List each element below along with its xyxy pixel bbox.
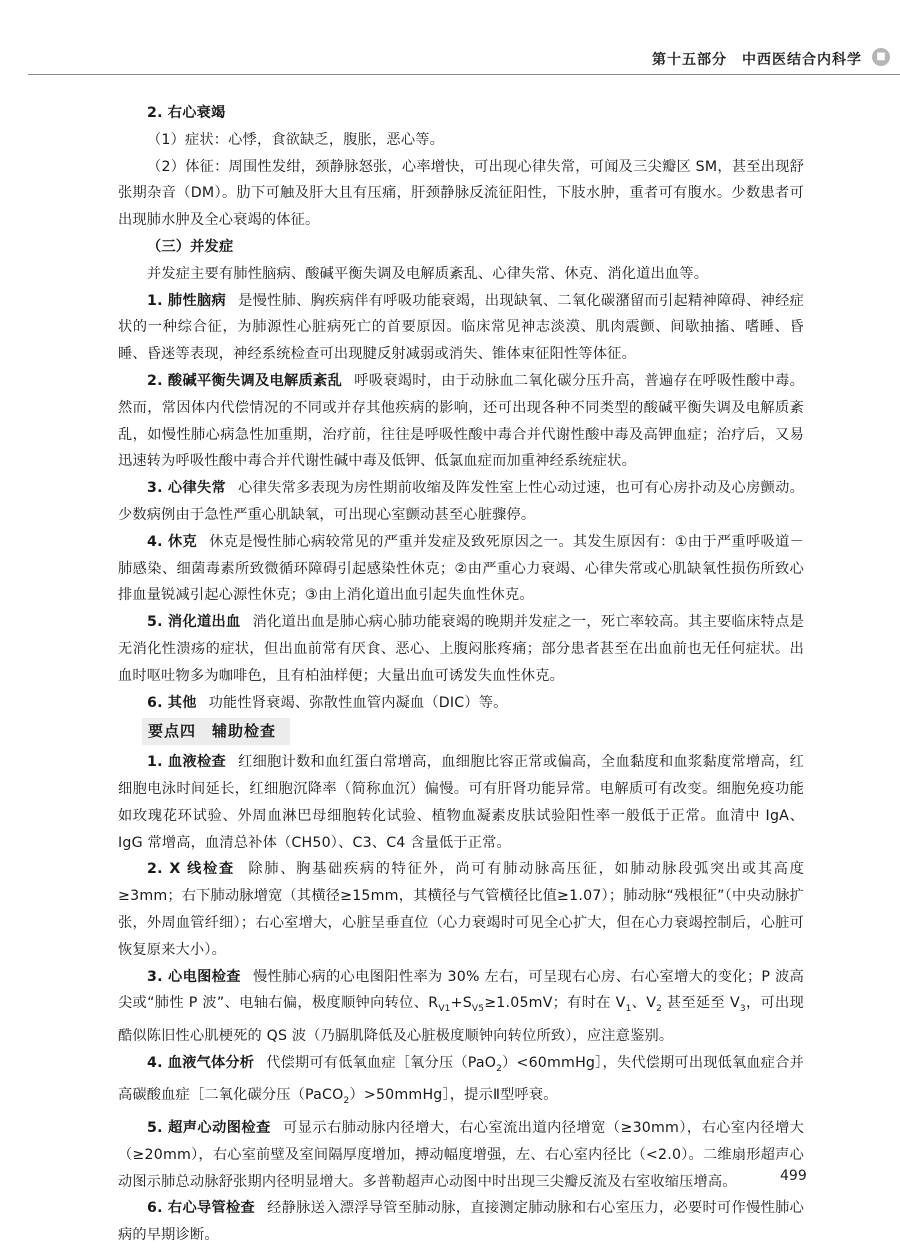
exam-3-text-d: 、V <box>631 995 657 1012</box>
exam-2-title: 2. X 线检查 <box>147 861 235 878</box>
exam-4-subscript-paco2: 2 <box>343 1096 350 1107</box>
exam-3-subscript-1: 1 <box>625 1004 632 1015</box>
complication-5-title: 5. 消化道出血 <box>147 614 241 631</box>
exam-3-subscript-v1: V1 <box>438 1004 451 1015</box>
exam-4-text-b: ）<60mmHg］，失代偿期可出现低氧血症合并高碳酸血症［二氧化碳分压（PaCO <box>118 1054 804 1104</box>
header-badge-icon: ■ <box>872 48 890 66</box>
complication-3-text: 心律失常多表现为房性期前收缩及阵发性室上性心动过速，也可有心房扑动及心房颤动。少数病例由于急性严重心肌缺氧，可出现心室颤动甚至心脏骤停。 <box>118 480 804 523</box>
complication-1-title: 1. 肺性脑病 <box>147 292 226 309</box>
exam-3-subscript-3: 3 <box>739 1004 746 1015</box>
exam-3-text-c: ≥1.05mV；有时在 V <box>484 995 626 1012</box>
exam-3-subscript-v5: V5 <box>471 1004 485 1015</box>
exam-1-title: 1. 血液检查 <box>147 754 226 771</box>
complication-2-title: 2. 酸碱平衡失调及电解质紊乱 <box>147 372 343 389</box>
exam-6-text: 经静脉送入漂浮导管至肺动脉，直接测定肺动脉和右心室压力，必要时可作慢性肺心病的早期诊断。 <box>118 1200 804 1244</box>
exam-3-title: 3. 心电图检查 <box>147 968 241 985</box>
complication-6-text: 功能性肾衰竭、弥散性血管内凝血（DIC）等。 <box>208 694 508 711</box>
heading-complications: （三）并发症 <box>147 238 234 255</box>
complication-6-title: 6. 其他 <box>147 694 197 711</box>
header-rule <box>28 74 900 75</box>
complication-5-text: 消化道出血是肺心病心肺功能衰竭的晚期并发症之一，死亡率较高。其主要临床特点是无消化性溃疡的症状，但出血前常有厌食、恶心、上腹闷胀疼痛；部分患者甚至在出血前也无任何症状。出血时呕吐物多为咖啡色，且有柏油样便；大量出血可诱发失血性休克。 <box>118 614 804 684</box>
exam-1-text: 红细胞计数和血红蛋白常增高，血细胞比容正常或偏高，全血黏度和血浆黏度常增高，红细胞电泳时间延长，红细胞沉降率（简称血沉）偏慢。可有肝肾功能异常。电解质可有改变。细胞免疫功能如玫瑰花环试验、外周血淋巴母细胞转化试验、植物血凝素皮肤试验阳性率一般低于正常。血清中 IgA、IgG 常增高，血清总补体（CH50）、C3、C4 含量低于正常。 <box>118 754 804 851</box>
exam-5-title: 5. 超声心动图检查 <box>147 1119 271 1136</box>
exam-6-title: 6. 右心导管检查 <box>147 1200 256 1217</box>
paragraph-complications-intro: 并发症主要有肺性脑病、酸碱平衡失调及电解质紊乱、心律失常、休克、消化道出血等。 <box>147 265 709 282</box>
running-header <box>0 44 900 76</box>
paragraph-exam-6 <box>118 1195 804 1249</box>
exam-3-text-a: 慢性肺心病的心电图阳性率为 30% 左右，可呈现右心房、右心室增大的变化；P 波高尖或“肺性 P 波”、电轴右偏，极度顺钟向转位、R <box>118 968 804 1012</box>
complication-3-title: 3. 心律失常 <box>147 480 226 497</box>
section-heading-auxiliary-exams: 要点四 辅助检查 <box>142 718 290 745</box>
exam-3-text-e: 甚至延至 V <box>662 995 740 1012</box>
exam-4-title: 4. 血液气体分析 <box>147 1054 255 1071</box>
exam-3-text-b: +S <box>450 995 472 1012</box>
exam-4-text-c: ）>50mmHg］，提示Ⅱ型呼衰。 <box>349 1087 558 1104</box>
paragraph-signs: （2）体征：周围性发绀，颈静脉怒张，心率增快，可出现心律失常，可闻及三尖瓣区 SM，甚至出现舒张期杂音（DM）。肋下可触及肝大且有压痛，肝颈静脉反流征阳性，下肢水肿，重者可有腹水。少数患者可出现肺水肿及全心衰竭的体征。 <box>118 158 804 229</box>
exam-3-subscript-2: 2 <box>656 1004 663 1015</box>
exam-2-text: 除肺、胸基础疾病的特征外，尚可有肺动脉高压征，如肺动脉段弧突出或其高度≥3mm；右下肺动脉增宽（其横径≥15mm，其横径与气管横径比值≥1.07）；肺动脉“残根征”（中央动脉扩张，外周血管纤细）；右心室增大，心脏呈垂直位（心力衰竭时可见全心扩大，但在心力衰竭控制后，心脏可恢复原来大小）。 <box>118 861 804 958</box>
paragraph-complication-1 <box>118 288 804 368</box>
paragraph-complication-6 <box>118 690 804 717</box>
paragraph-complication-2 <box>118 368 804 475</box>
exam-4-text-a: 代偿期可有低氧血症［氧分压（PaO <box>266 1054 497 1071</box>
complication-4-title: 4. 休克 <box>147 533 198 550</box>
complication-1-text: 是慢性肺、胸疾病伴有呼吸功能衰竭，出现缺氧、二氧化碳潴留而引起精神障碍、神经症状的一种综合征，为肺源性心脏病死亡的首要原因。临床常见神志淡漠、肌肉震颤、间歇抽搐、嗜睡、昏睡、昏迷等表现，神经系统检查可出现腱反射减弱或消失、锥体束征阳性等体征。 <box>118 292 804 363</box>
page-number: 499 <box>780 1168 807 1184</box>
complication-2-text: 呼吸衰竭时，由于动脉血二氧化碳分压升高，普遍存在呼吸性酸中毒。然而，常因体内代偿情况的不同或并存其他疾病的影响，还可出现各种不同类型的酸碱平衡失调及电解质紊乱，如慢性肺心病急性加重期，治疗前，往往是呼吸性酸中毒合并代谢性酸中毒及高钾血症；治疗后，又易迅速转为呼吸性酸中毒合并代谢性碱中毒及低钾、低氯血症而加重神经系统症状。 <box>118 372 805 470</box>
heading-right-heart-failure: 2. 右心衰竭 <box>147 105 226 121</box>
paragraph-exam-2 <box>118 856 804 963</box>
paragraph-complication-3 <box>118 475 804 529</box>
paragraph-exam-3 <box>118 964 804 1050</box>
exam-4-subscript-pao2: 2 <box>496 1063 503 1074</box>
paragraph-complication-5 <box>118 609 804 689</box>
paragraph-exam-1 <box>118 749 804 856</box>
page-body <box>118 100 804 1249</box>
running-header-title: 第十五部分 中西医结合内科学 <box>652 52 862 68</box>
exam-3-text-f: ，可出现酷似陈旧性心肌梗死的 QS 波（乃膈肌降低及心脏极度顺钟向转位所致），应注意鉴别。 <box>118 995 804 1044</box>
paragraph-complication-4 <box>118 529 804 609</box>
paragraph-exam-4 <box>118 1050 804 1115</box>
paragraph-exam-5 <box>118 1115 804 1195</box>
exam-5-text: 可显示右肺动脉内径增大，右心室流出道内径增宽（≥30mm），右心室内径增大（≥20mm），右心室前壁及室间隔厚度增加，搏动幅度增强，左、右心室内径比（<2.0）。二维扇形超声心动图示肺总动脉舒张期内径明显增大。多普勒超声心动图中时出现三尖瓣反流及右室收缩压增高。 <box>118 1119 804 1190</box>
complication-4-text: 休克是慢性肺心病较常见的严重并发症及致死原因之一。其发生原因有：①由于严重呼吸道－肺感染、细菌毒素所致微循环障碍引起感染性休克；②由严重心力衰竭、心律失常或心肌缺氧性损伤所致心排血量锐减引起心源性休克；③由上消化道出血引起失血性休克。 <box>118 533 805 604</box>
paragraph-symptoms: （1）症状：心悸，食欲缺乏，腹胀，恶心等。 <box>147 131 444 148</box>
